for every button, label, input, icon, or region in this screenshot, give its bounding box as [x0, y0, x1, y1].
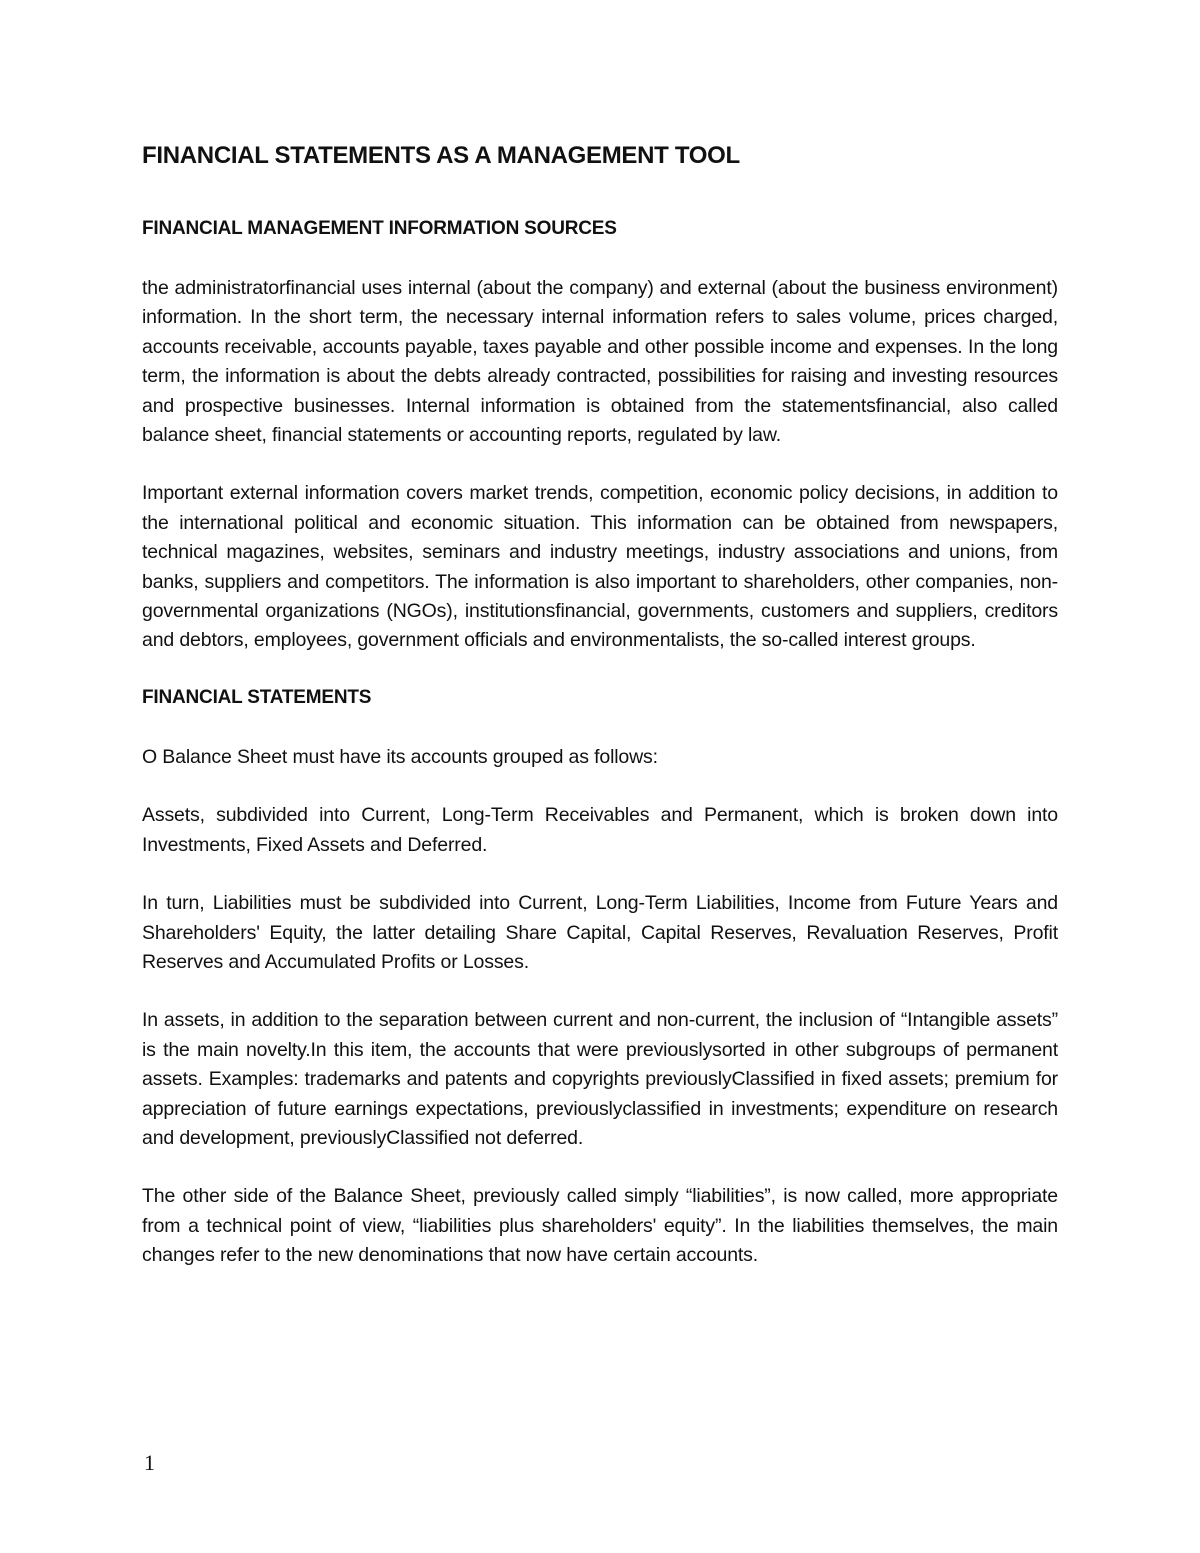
- paragraph-assets: Assets, subdivided into Current, Long-Term Receivables and Permanent, which is broken down into Investments, Fixed Assets and Deferred.: [142, 804, 1058, 856]
- page-number: 1: [144, 1450, 155, 1475]
- paragraph-internal-information: the administratorfinancial uses internal (about the company) and external (about the business environment) information. In the short term, the necessary internal information refers to sales volume, prices charged, accounts receivable, accounts payable, taxes payable and other possible income and expenses. In the long term, the information is about the debts already contracted, possibilities for raising and investing resources and prospective businesses. Internal information is obtained from the statementsfinancial, also called balance sheet, financial statements or accounting reports, regulated by law.: [142, 277, 1058, 447]
- paragraph-balance-sheet-intro: O Balance Sheet must have its accounts grouped as follows:: [142, 745, 658, 768]
- section-heading-financial-statements: FINANCIAL STATEMENTS: [142, 686, 372, 708]
- paragraph-intangible-assets: In assets, in addition to the separation between current and non-current, the inclusion of “Intangible assets” is the main novelty.In this item, the accounts that were previouslysorted in other subgroups of permanent assets. Examples: trademarks and patents and copyrights previouslyClassified in fixed assets; premium for appreciation of future earnings expectations, previouslyclassified in investments; expenditure on research and development, previouslyClassified not deferred.: [142, 1009, 1058, 1149]
- page-content: [142, 140, 1058, 1300]
- paragraph-other-side-balance-sheet: The other side of the Balance Sheet, previously called simply “liabilities”, is now called, more appropriate from a technical point of view, “liabilities plus shareholders' equity”. In the liabilities themselves, the main changes refer to the new denominations that now have certain accounts.: [142, 1185, 1058, 1267]
- paragraph-liabilities: In turn, Liabilities must be subdivided into Current, Long-Term Liabilities, Income from Future Years and Shareholders' Equity, the latter detailing Share Capital, Capital Reserves, Revaluation Reserves, Profit Reserves and Accumulated Profits or Losses.: [142, 892, 1058, 973]
- paragraph-external-information: Important external information covers market trends, competition, economic policy decisions, in addition to the international political and economic situation. This information can be obtained from newspapers, technical magazines, websites, seminars and industry meetings, industry associations and unions, from banks, suppliers and competitors. The information is also important to shareholders, other companies, non-governmental organizations (NGOs), institutionsfinancial, governments, customers and suppliers, creditors and debtors, employees, government officials and environmentalists, the so-called interest groups.: [142, 482, 1058, 652]
- document-title: FINANCIAL STATEMENTS AS A MANAGEMENT TOOL: [142, 142, 740, 169]
- section-heading-information-sources: FINANCIAL MANAGEMENT INFORMATION SOURCES: [142, 218, 617, 239]
